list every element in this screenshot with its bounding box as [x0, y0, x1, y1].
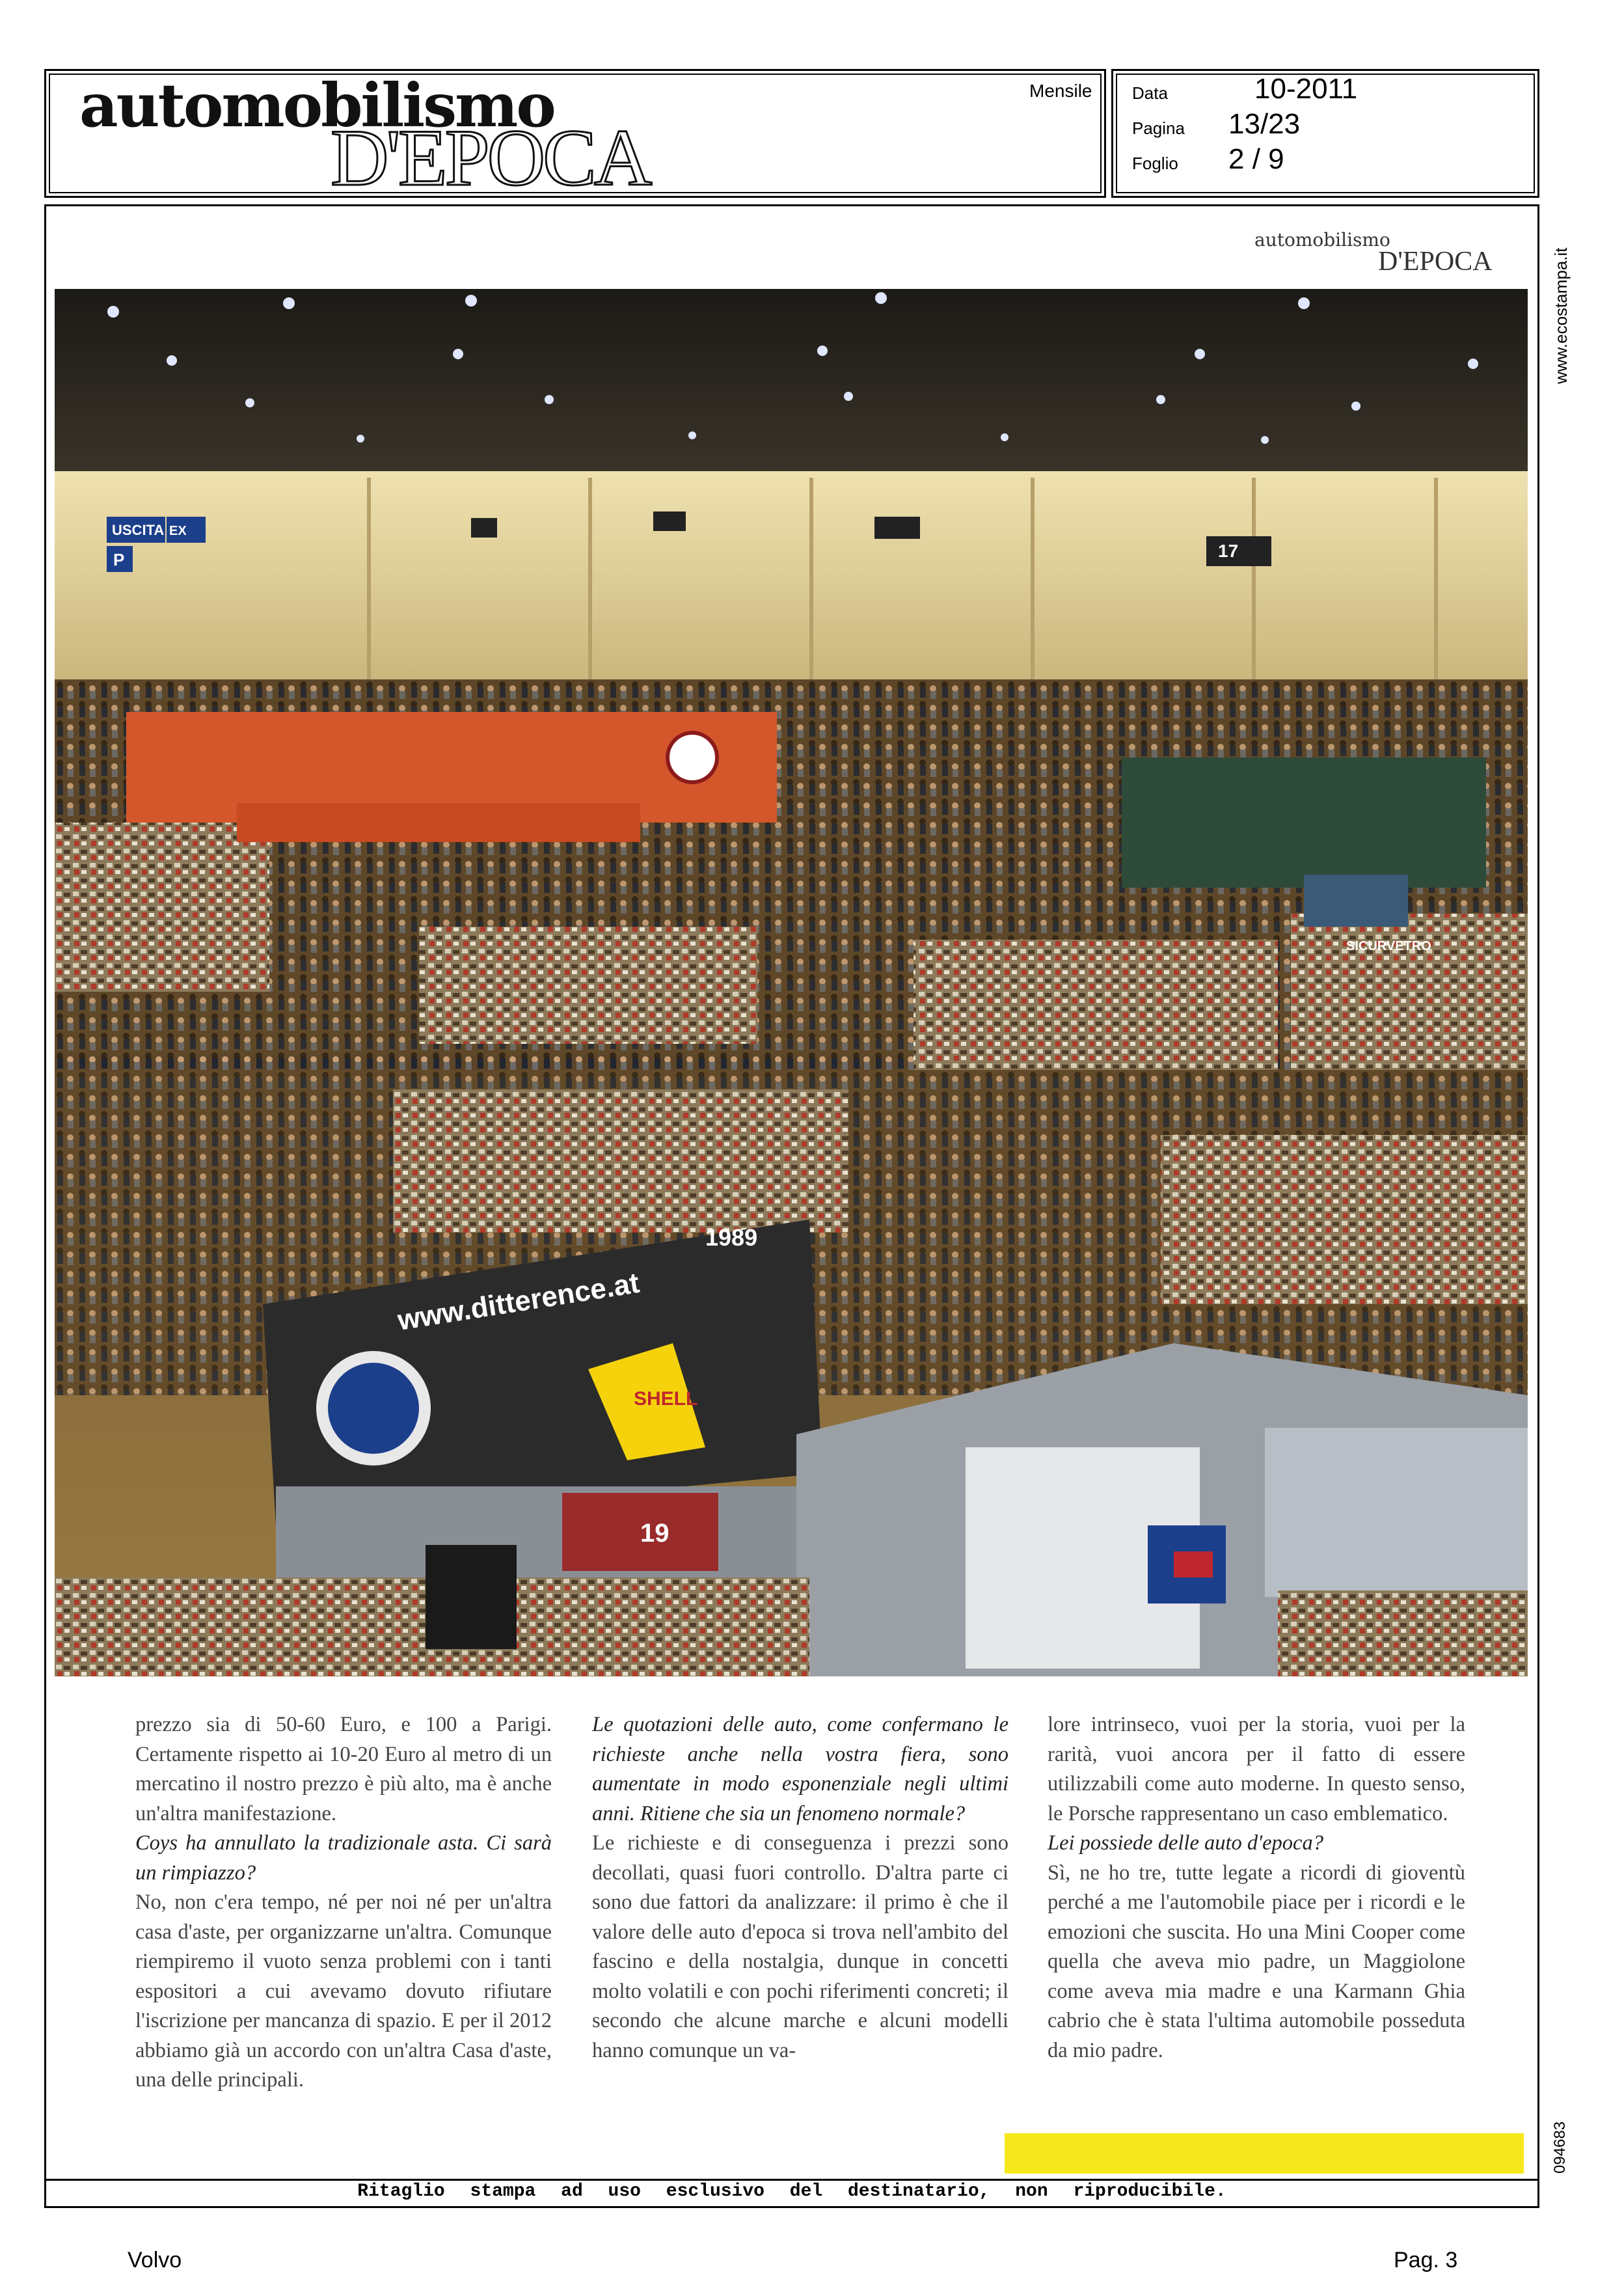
- photo-sign-text: 1989: [705, 1224, 758, 1251]
- article-column-2: [592, 1710, 1008, 2066]
- sidebar-url: [1551, 221, 1577, 384]
- sidebar-url-text: www.ecostampa.it: [1551, 247, 1571, 384]
- magazine-logo-subtitle: D'EPOCA: [331, 113, 650, 202]
- photo-sign-text: SHELL: [634, 1388, 698, 1410]
- photo-sign-text: EX: [169, 524, 187, 538]
- page-value: 13/23: [1228, 108, 1301, 140]
- highlight-bar: [1005, 2133, 1524, 2174]
- page-label: Pagina: [1132, 118, 1185, 138]
- frequency-label: Mensile: [1029, 81, 1092, 101]
- article-paragraph: No, non c'era tempo, né per noi né per un'altra casa d'aste, per organizzarne un'altra. Comunque riempiremo il vuoto senza problemi con i tanti espositori a cui avevamo dovuto rifiutare l'iscrizione per mancanza di spazio. E per il 2012 abbiamo già un accordo con un'altra Casa d'aste, una delle principali.: [135, 1890, 552, 2092]
- small-magazine-logo-subtitle: D'EPOCA: [1378, 247, 1493, 277]
- hall-illustration: [55, 289, 1528, 1676]
- magazine-logo: automobilismo: [79, 70, 554, 141]
- article-paragraph: Sì, ne ho tre, tutte legate a ricordi di gioventù perché a me l'automobile piace per i ricordi e le emozioni che suscita. Ho una Mini Cooper come quella che aveva mio padre, un Maggiolone come aveva mia madre e una Karmann Ghia cabrio che è stata l'ultima automobile posseduta da mio padre.: [1048, 1861, 1465, 2062]
- sidebar-code-text: 094683: [1551, 2121, 1569, 2174]
- interview-question: Lei possiede delle auto d'epoca?: [1048, 1831, 1323, 1855]
- sheet-value: 2 / 9: [1228, 143, 1284, 175]
- article-paragraph: prezzo sia di 50-60 Euro, e 100 a Parigi. Certamente rispetto ai 10-20 Euro al metro di un mercatino il nostro prezzo è più alto, ma è anche un'altra manifestazione.: [135, 1713, 552, 1825]
- page-number: Pag. 3: [1394, 2248, 1458, 2272]
- sidebar-code: [1551, 2102, 1577, 2174]
- small-magazine-logo: automobilismo: [1254, 229, 1390, 251]
- article-column-3: [1048, 1710, 1465, 2066]
- interview-question: Le quotazioni delle auto, come confermano le richieste anche nella vostra fiera, sono aumentate in modo esponenziale negli ultimi anni. Ritiene che sia un fenomeno normale?: [592, 1713, 1008, 1825]
- photo-sign-text: 17: [1218, 541, 1239, 561]
- date-label: Data: [1132, 83, 1168, 103]
- sheet-label: Foglio: [1132, 154, 1178, 173]
- article-paragraph: Le richieste e di conseguenza i prezzi sono decollati, quasi fuori controllo. D'altra parte ci sono due fattori da analizzare: il primo è che il valore delle auto d'epoca si trova nell'ambito del fascino e della nostalgia, dunque in concetti molto volatili e con pochi riferimenti concreti; il secondo che alcune marche e alcuni modelli hanno comunque un va-: [592, 1831, 1008, 2062]
- photo-sign-text: www.ditterence.at: [395, 1266, 642, 1337]
- photo-sign-text: 19: [640, 1519, 670, 1548]
- article-column-1: [135, 1710, 552, 2095]
- interview-question: Coys ha annullato la tradizionale asta. Ci sarà un rimpiazzo?: [135, 1831, 552, 1885]
- copyright-disclaimer: Ritaglio stampa ad uso esclusivo del destinatario, non riproducibile.: [357, 2181, 1226, 2202]
- article-paragraph: lore intrinseco, vuoi per la storia, vuoi per la rarità, vuoi ancora per il fatto di essere utilizzabili come auto moderne. In questo senso, le Porsche rappresentano un caso emblematico.: [1048, 1713, 1465, 1825]
- photo-sign-text: USCITA: [112, 522, 165, 538]
- footer-rule: [44, 2179, 1539, 2181]
- date-value: 10-2011: [1254, 73, 1358, 105]
- photo-sign-text: SICURVETRO: [1346, 939, 1431, 953]
- exhibition-hall-photo: [55, 289, 1528, 1676]
- photo-sign-text: P: [113, 550, 125, 569]
- client-brand: Volvo: [128, 2248, 182, 2272]
